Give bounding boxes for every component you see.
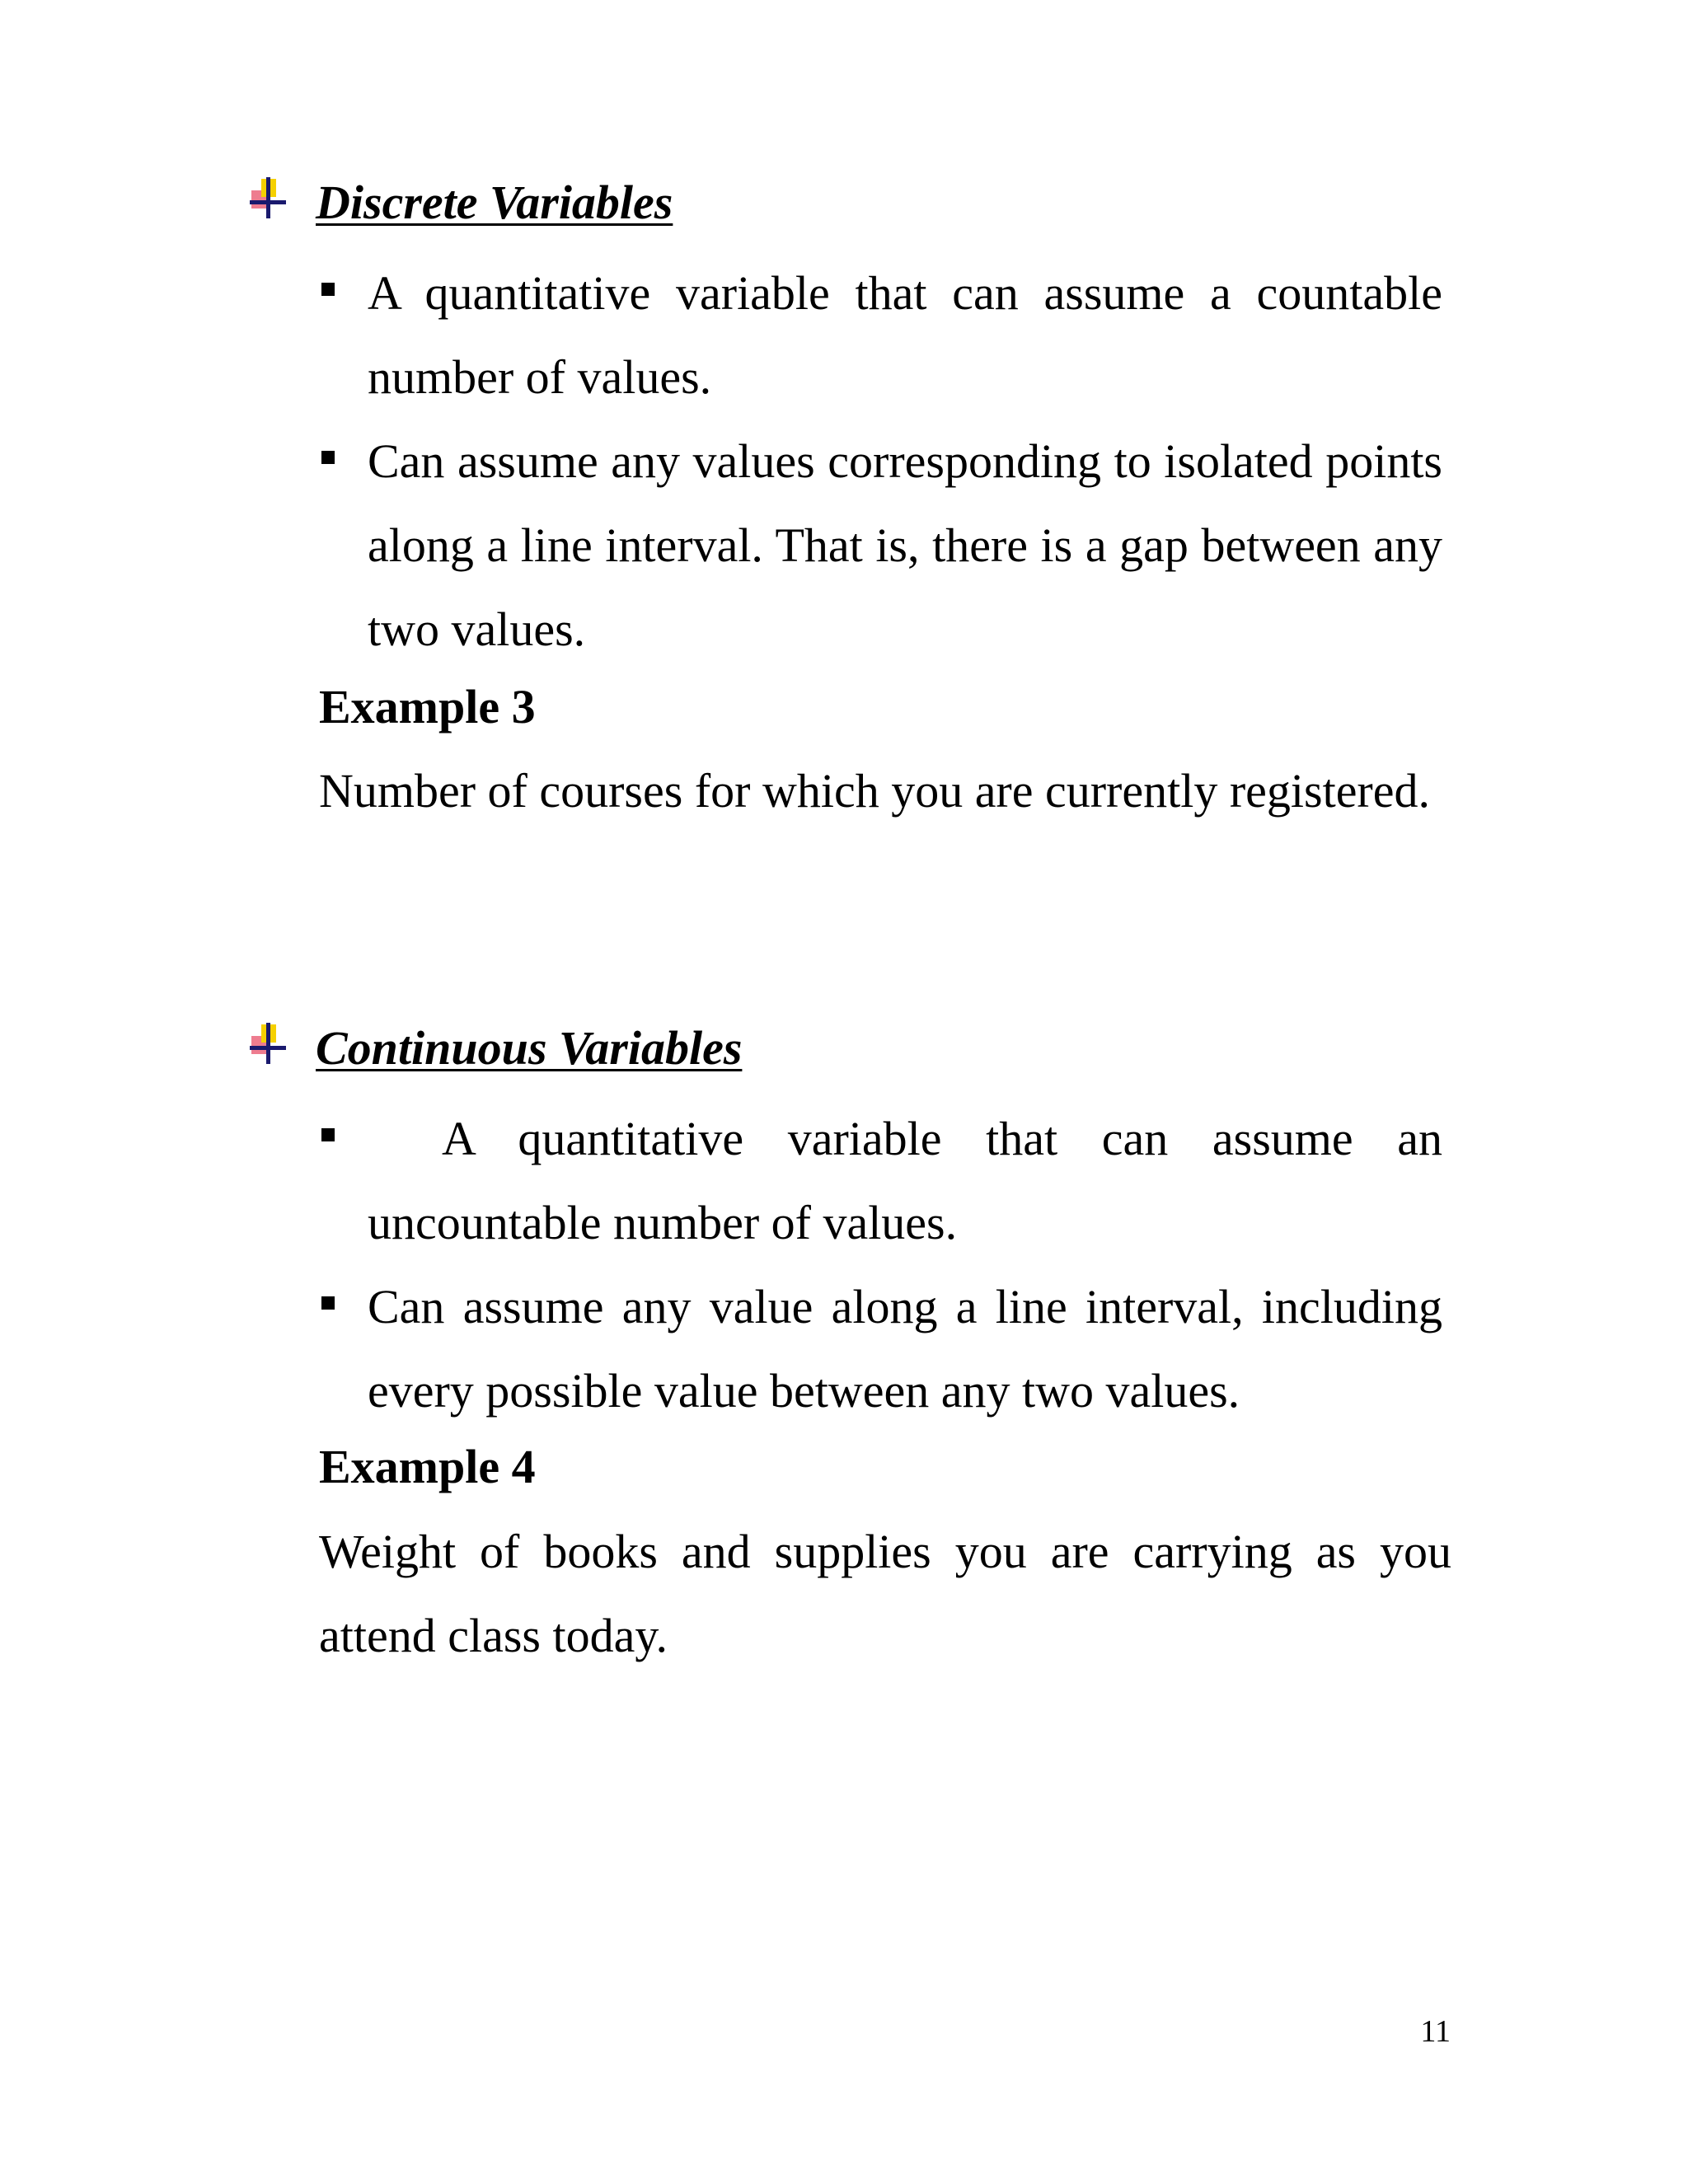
square-bullet-icon xyxy=(321,1128,335,1141)
square-bullet-icon xyxy=(321,1296,335,1310)
list-item xyxy=(321,1097,1451,1265)
square-bullet-icon xyxy=(321,283,335,296)
example-text: Weight of books and supplies you are carrying as you attend class today. xyxy=(319,1525,1451,1662)
list-item xyxy=(321,419,1451,672)
bullet-text: A quantitative variable that can assume a countable number of values. xyxy=(368,266,1442,404)
page-number: 11 xyxy=(1420,2014,1451,2049)
bullet-text: A quantitative variable that can assume an uncountable number of values. xyxy=(368,1112,1442,1249)
cross-square-bullet-icon xyxy=(243,1021,293,1071)
bullet-text: Can assume any value along a line interval, including every possible value between any two values. xyxy=(368,1280,1442,1418)
cross-square-bullet-icon xyxy=(243,176,293,225)
section-heading-discrete xyxy=(243,169,673,235)
list-item xyxy=(321,1265,1451,1433)
list-item xyxy=(321,251,1451,419)
section-heading-text: Continuous Variables xyxy=(316,1020,743,1075)
square-bullet-icon xyxy=(321,451,335,464)
example-label: Example 4 xyxy=(319,1440,536,1493)
bullet-text: Can assume any values corresponding to isolated points along a line interval. That is, there is a gap between any two values. xyxy=(368,434,1442,656)
example-label: Example 3 xyxy=(319,680,536,733)
section-heading-text: Discrete Variables xyxy=(316,175,673,229)
example-text: Number of courses for which you are currently registered. xyxy=(319,764,1430,818)
section-heading-continuous xyxy=(243,1015,742,1080)
